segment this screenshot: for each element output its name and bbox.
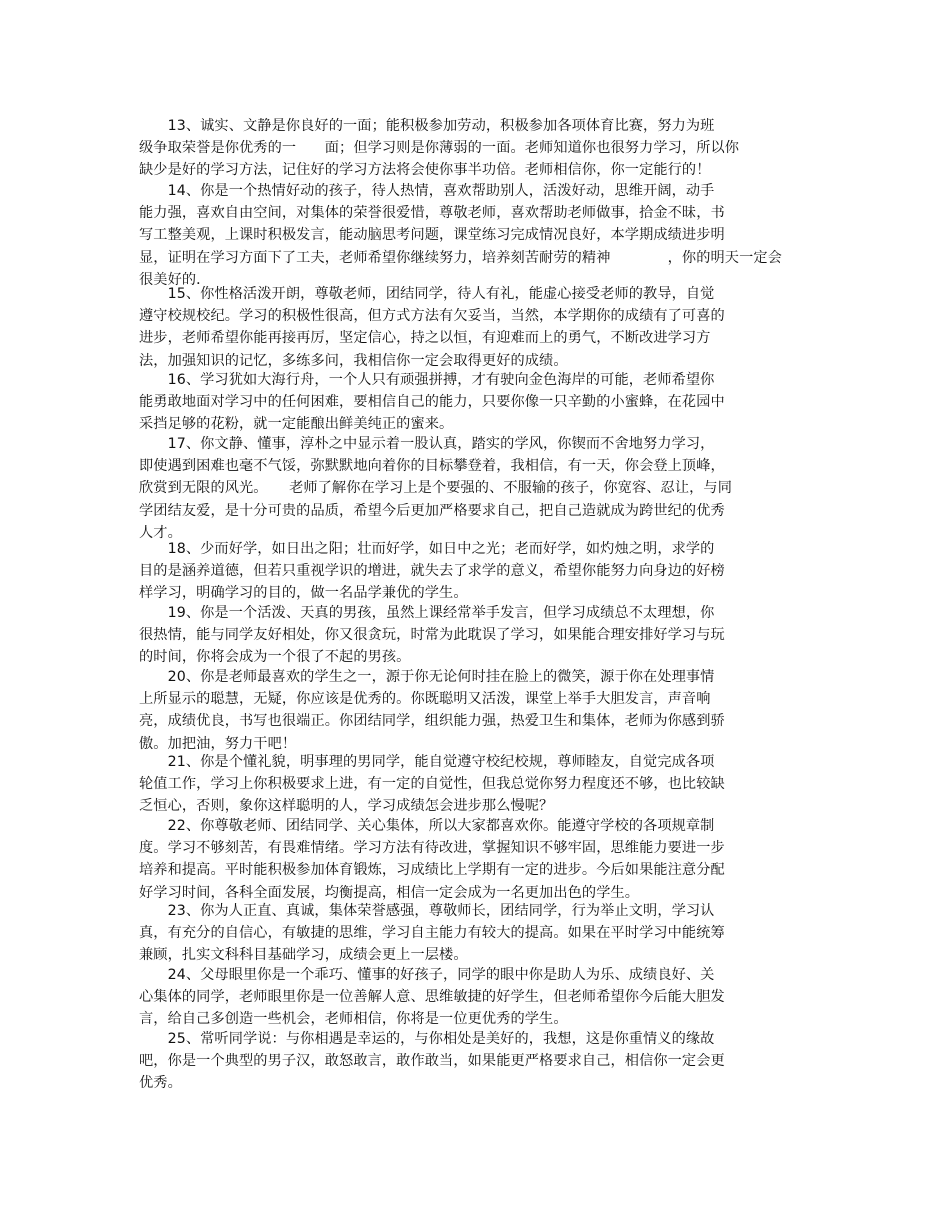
- comment-25: [139, 1028, 799, 1095]
- text-line: 兼顾，扎实文科科目基础学习，成绩会更上一层楼。: [139, 947, 468, 964]
- text-line: 14、你是一个热情好动的孩子，待人热情，喜欢帮助别人，活泼好动，思维开阔，动手: [139, 183, 715, 199]
- text-line: 轮值工作，学习上你积极要求上进，有一定的自觉性，但我总觉你努力程度还不够，也比较缺: [139, 776, 725, 793]
- text-line: 欣赏到无限的风光。 老师了解你在学习上是个要强的、不服输的孩子，你宽容、忍让，与同: [139, 480, 732, 497]
- comment-17: [139, 433, 799, 544]
- text-line: 心集体的同学，老师眼里你是一位善解人意、思维敏捷的好学生，但老师希望你今后能大胆发: [139, 989, 725, 1006]
- text-line: 进步，老师希望你能再接再厉，坚定信心，持之以恒，有迎难而上的勇气，不断改进学习方: [139, 330, 711, 347]
- text-line: 写工整美观，上课时积极发言，能动脑思考问题，课堂练习完成情况良好，本学期成绩进步明: [139, 227, 725, 244]
- text-line: 上所显示的聪慧，无疑，你应该是优秀的。你既聪明又活泼，课堂上举手大胆发言，声音响: [139, 691, 711, 708]
- text-line: 法，加强知识的记忆，多练多问，我相信你一定会取得更好的成绩。: [139, 352, 568, 369]
- comment-13: [139, 115, 799, 182]
- text-line: 遵守校规校纪。学习的积极性很高，但方式方法有欠妥当，当然，本学期你的成绩有了可喜的: [139, 308, 725, 325]
- comment-23: [139, 900, 799, 967]
- text-line: 很美好的．: [139, 271, 211, 288]
- text-line: 20、你是老师最喜欢的学生之一，源于你无论何时挂在脸上的微笑，源于你在处理事情: [139, 669, 715, 685]
- comment-20: [139, 666, 799, 755]
- text-line: 13、诚实、文静是你良好的一面；能积极参加劳动，积极参加各项体育比赛，努力为班: [139, 118, 715, 134]
- comment-22: [139, 815, 799, 904]
- text-line: 学团结友爱，是十分可贵的品质，希望今后更加严格要求自己，把自己造就成为跨世纪的优秀: [139, 502, 725, 519]
- text-line: 采挡足够的花粉，就一定能酿出鲜美纯正的蜜来。: [139, 416, 454, 433]
- text-line: 24、父母眼里你是一个乖巧、懂事的好孩子，同学的眼中你是助人为乐、成绩良好、关: [139, 967, 715, 983]
- text-line: 亮，成绩优良，书写也很端正。你团结同学，组织能力强，热爱卫生和集体，老师为你感到骄: [139, 713, 725, 730]
- text-line: 即使遇到困难也毫不气馁，弥默默地向着你的目标攀登着，我相信，有一天，你会登上顶峰，: [139, 458, 725, 475]
- text-line: 17、你文静、懂事，淳朴之中显示着一股认真，踏实的学风，你锲而不舍地努力学习，: [139, 436, 715, 452]
- text-line: 能勇敢地面对学习中的任何困难，要相信自己的能力，只要你像一只辛勤的小蜜蜂，在花园中: [139, 394, 725, 411]
- text-line: 培养和提高。平时能积极参加体育锻炼，习成绩比上学期有一定的进步。今后如果能注意分配: [139, 862, 725, 879]
- text-line: 19、你是一个活泼、天真的男孩，虽然上课经常举手发言，但学习成绩总不太理想，你: [139, 605, 715, 621]
- comment-15: [139, 283, 799, 372]
- text-line: 样学习，明确学习的目的，做一名品学兼优的学生。: [139, 585, 468, 602]
- text-line: 能力强，喜欢自由空间，对集体的荣誉很爱惜，尊敬老师，喜欢帮助老师做事，拾金不昧，书: [139, 205, 725, 222]
- text-line: 显，证明在学习方面下了工夫，老师希望你继续努力，培养刻苦耐劳的精神 ，你的明天一定会: [139, 249, 782, 266]
- text-line: 真，有充分的自信心，有敏捷的思维，学习自主能力有较大的提高。如果在平时学习中能统筹: [139, 925, 725, 942]
- text-line: 25、常听同学说：与你相遇是幸运的，与你相处是美好的，我想，这是你重情义的缘故: [139, 1031, 715, 1047]
- text-line: 乏恒心，否则，象你这样聪明的人，学习成绩怎会进步那么慢呢？: [139, 798, 554, 815]
- text-line: 人才。: [139, 524, 182, 541]
- comment-19: [139, 602, 799, 669]
- text-line: 级争取荣誉是你优秀的一 面；但学习则是你薄弱的一面。老师知道你也很努力学习，所以你: [139, 140, 740, 157]
- text-line: 的时间，你将会成为一个很了不起的男孩。: [139, 649, 411, 666]
- comment-18: [139, 538, 799, 605]
- text-line: 优秀。: [139, 1075, 182, 1092]
- text-line: 度。学习不够刻苦，有畏难情绪。学习方法有待改进，掌握知识不够牢固，思维能力要进一步: [139, 840, 725, 857]
- text-line: 15、你性格活泼开朗，尊敬老师，团结同学，待人有礼，能虚心接受老师的教导，自觉: [139, 286, 715, 302]
- text-line: 16、学习犹如大海行舟，一个人只有顽强拼搏，才有驶向金色海岸的可能，老师希望你: [139, 372, 715, 388]
- text-line: 22、你尊敬老师、团结同学、关心集体，所以大家都喜欢你。能遵守学校的各项规章制: [139, 818, 715, 834]
- text-line: 很热情，能与同学友好相处，你又很贪玩，时常为此耽误了学习，如果能合理安排好学习与玩: [139, 627, 725, 644]
- text-line: 吧，你是一个典型的男子汉，敢怒敢言，敢作敢当，如果能更严格要求自己，相信你一定会更: [139, 1053, 725, 1070]
- comment-21: [139, 751, 799, 818]
- comment-14: [139, 180, 799, 291]
- text-line: 目的是涵养道德，但若只重视学识的增进，就失去了求学的意义，希望你能努力向身边的好榜: [139, 563, 725, 580]
- text-line: 傲。加把油，努力干吧！: [139, 735, 297, 752]
- text-line: 21、你是个懂礼貌，明事理的男同学，能自觉遵守校纪校规，尊师睦友，自觉完成各项: [139, 754, 715, 770]
- text-line: 好学习时间，各科全面发展，均衡提高，相信一定会成为一名更加出色的学生。: [139, 884, 640, 901]
- text-line: 缺少是好的学习方法，记住好的学习方法将会使你事半功倍。老师相信你，你一定能行的！: [139, 162, 711, 179]
- text-line: 23、你为人正直、真诚，集体荣誉感强，尊敬师长，团结同学，行为举止文明，学习认: [139, 903, 715, 919]
- text-line: 言，给自己多创造一些机会，老师相信，你将是一位更优秀的学生。: [139, 1011, 568, 1028]
- comment-16: [139, 369, 799, 436]
- comment-24: [139, 964, 799, 1031]
- text-line: 18、少而好学，如日出之阳；壮而好学，如日中之光；老而好学，如灼烛之明，求学的: [139, 541, 715, 557]
